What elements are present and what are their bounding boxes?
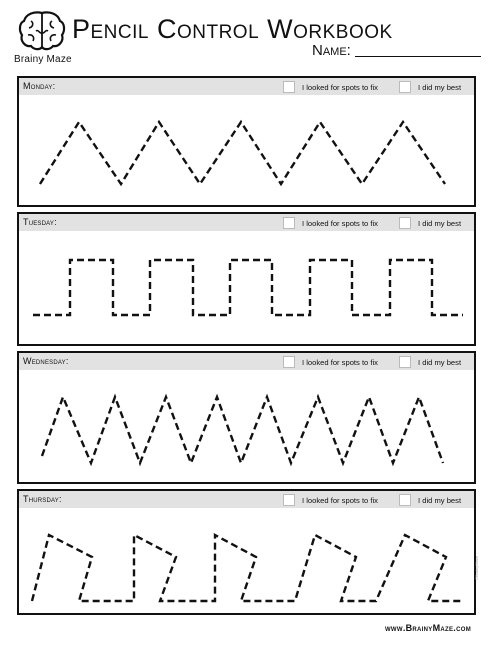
checkbox-box[interactable] <box>283 356 295 368</box>
best-checkbox[interactable] <box>399 356 461 368</box>
page-title: Pencil Control Workbook <box>72 14 393 44</box>
tracing-zigzag-narrow[interactable] <box>19 370 474 482</box>
checkbox-box[interactable] <box>283 81 295 93</box>
day-label: Monday: <box>23 81 56 91</box>
tracing-square-wave[interactable] <box>19 231 474 344</box>
day-label: Tuesday: <box>23 217 57 227</box>
checkbox-label: I looked for spots to fix <box>302 218 378 228</box>
brain-icon <box>18 10 66 52</box>
website-link[interactable]: www.BrainyMaze.com <box>384 623 471 633</box>
tracing-slanted-waves[interactable] <box>19 508 474 613</box>
checkbox-label: I looked for spots to fix <box>302 357 378 367</box>
checkbox-box[interactable] <box>399 494 411 506</box>
checkbox-box[interactable] <box>399 356 411 368</box>
best-checkbox[interactable] <box>399 217 461 229</box>
day-panel-monday <box>17 76 476 207</box>
tracing-zigzag-wide[interactable] <box>19 95 474 205</box>
checkbox-label: I looked for spots to fix <box>302 495 378 505</box>
brand-name: Brainy Maze <box>14 54 72 65</box>
checkbox-label: I did my best <box>418 495 462 505</box>
best-checkbox[interactable] <box>399 81 461 93</box>
panel-header <box>19 353 474 370</box>
copyright-text: ©BrainyMaze <box>474 555 479 580</box>
checkbox-label: I did my best <box>418 357 462 367</box>
day-label: Thursday: <box>23 494 62 504</box>
checkbox-label: I did my best <box>418 218 462 228</box>
fix-checkbox[interactable] <box>283 81 378 93</box>
panel-header <box>19 214 474 231</box>
name-underline[interactable] <box>355 56 481 57</box>
checkbox-label: I looked for spots to fix <box>302 82 378 92</box>
checkbox-box[interactable] <box>399 81 411 93</box>
fix-checkbox[interactable] <box>283 494 378 506</box>
panel-header <box>19 491 474 508</box>
best-checkbox[interactable] <box>399 494 461 506</box>
day-panel-tuesday <box>17 212 476 346</box>
panel-header <box>19 78 474 95</box>
checkbox-box[interactable] <box>399 217 411 229</box>
fix-checkbox[interactable] <box>283 217 378 229</box>
checkbox-box[interactable] <box>283 494 295 506</box>
day-label: Wednesday: <box>23 356 69 366</box>
name-field[interactable] <box>312 42 481 59</box>
day-panel-wednesday <box>17 351 476 484</box>
checkbox-box[interactable] <box>283 217 295 229</box>
fix-checkbox[interactable] <box>283 356 378 368</box>
checkbox-label: I did my best <box>418 82 462 92</box>
day-panel-thursday <box>17 489 476 615</box>
name-label: Name: <box>312 42 351 59</box>
